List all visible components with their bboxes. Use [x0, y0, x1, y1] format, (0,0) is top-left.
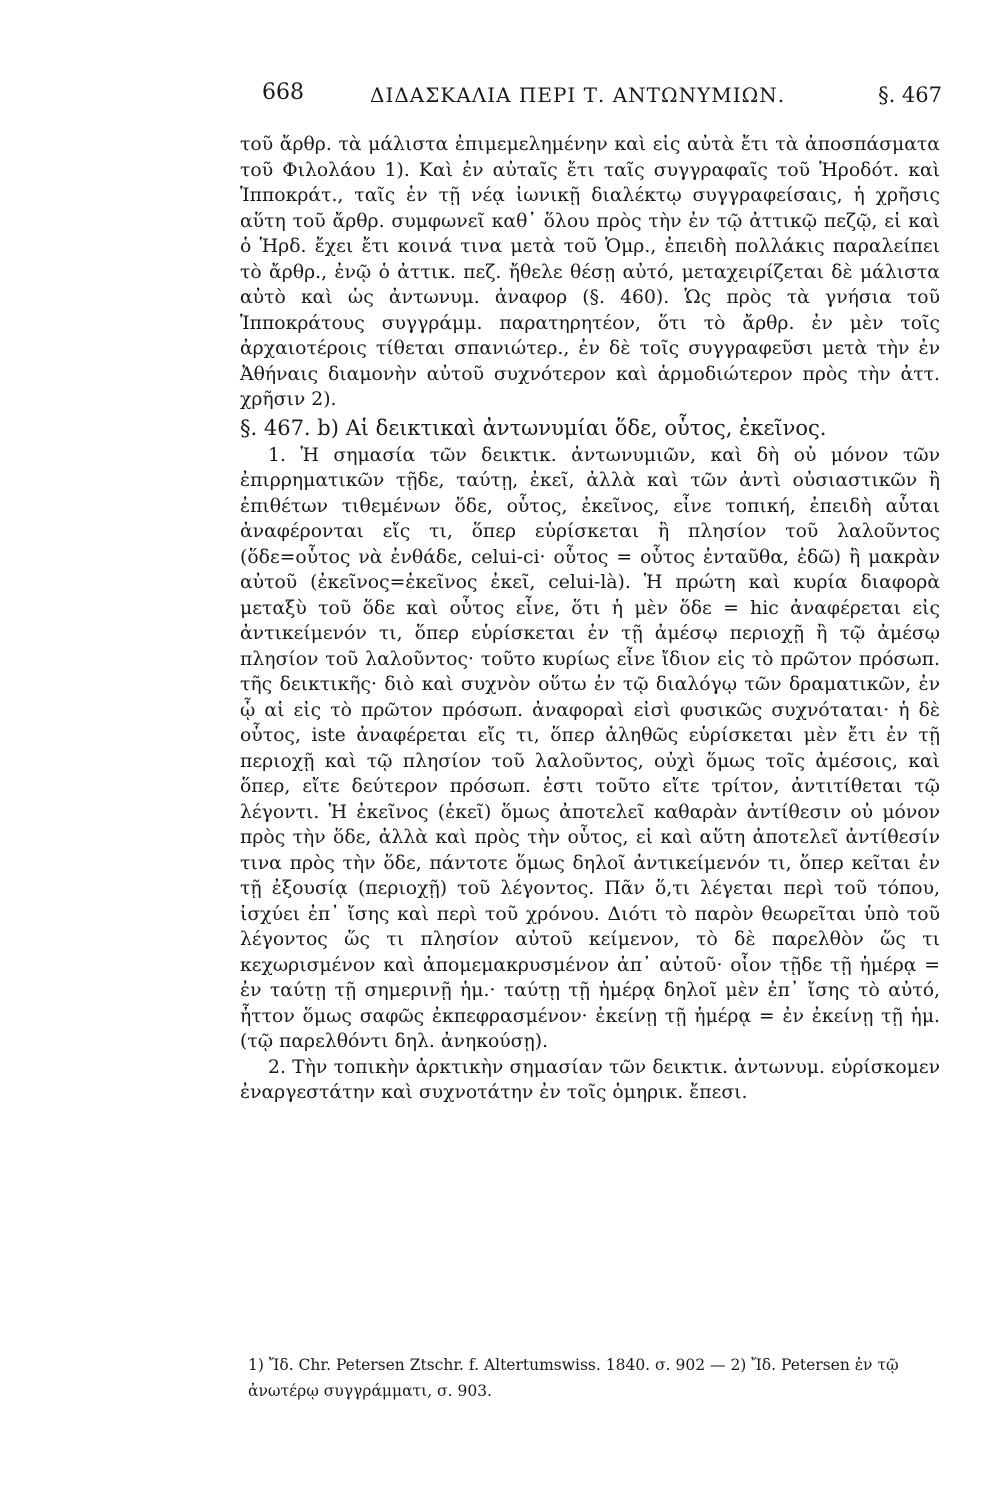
- footnote-dash: —: [710, 1356, 726, 1374]
- footnote-line-1: [248, 1352, 938, 1404]
- main-text: [240, 132, 940, 1106]
- section-heading: §. 467. b) Αἱ δεικτικαὶ ἀντωνυμίαι ὅδε, οὗτος, ἐκεῖνος.: [240, 415, 827, 440]
- paragraph-continued: τοῦ ἄρθρ. τὰ μάλιστα ἐπιμεμελημένην καὶ εἰς αὐτὰ ἔτι τὰ ἀποσπάσματα τοῦ Φιλολάου 1). Καὶ ἐν αὐταῖς ἔτι ταῖς συγγραφαῖς τοῦ Ἡροδότ. καὶ Ἱπποκράτ., ταῖς ἐν τῇ νέᾳ ἰωνικῇ διαλέκτῳ συγγραφείσαις, ἡ χρῆσις αὕτη τοῦ ἄρθρ. συμφωνεῖ καθ᾿ ὅλου πρὸς τὴν ἐν τῷ ἀττικῷ πεζῷ, εἰ καὶ ὁ Ἡρδ. ἔχει ἔτι κοινά τινα μετὰ τοῦ Ὁμρ., ἐπειδὴ πολλάκις παραλείπει τὸ ἄρθρ., ἐνῷ ὁ ἀττικ. πεζ. ἤθελε θέσῃ αὐτό, μεταχειρίζεται δὲ μάλιστα αὐτὸ καὶ ὡς ἀντωνυμ. ἀναφορ (§. 460). Ὡς πρὸς τὰ γνήσια τοῦ Ἱπποκράτους συγγράμμ. παρατηρητέον, ὅτι τὸ ἄρθρ. ἐν μὲν τοῖς ἀρχαιοτέροις τίθεται σπανιώτερ., ἐν δὲ τοῖς συγγραφεῦσι μετὰ τὴν ἐν Ἀθήναις διαμονὴν αὐτοῦ συχνότερον καὶ ἁρμοδιώτερον πρὸς τὴν ἀττ. χρῆσιν 2).: [240, 134, 940, 410]
- paragraph-2: 2. Τὴν τοπικὴν ἀρκτικὴν σημασίαν τῶν δεικτικ. ἀντωνυμ. εὑρίσκομεν ἐναργεστάτην καὶ συχνοτάτην ἐν τοῖς ὁμηρικ. ἔπεσι.: [240, 1056, 940, 1103]
- running-header: [262, 80, 942, 120]
- footnotes: [248, 1352, 938, 1404]
- footnote-1: 1) Ἴδ. Chr. Petersen Ztschr. f. Altertumswiss. 1840. σ. 902: [248, 1356, 706, 1374]
- footnote-2: 2) Ἴδ. Petersen ἐν τῷ ἀνωτέρῳ συγγράμματι, σ. 903.: [248, 1356, 899, 1400]
- page-number: 668: [262, 80, 304, 105]
- section-number: §. 467: [878, 83, 942, 107]
- running-title: ΔΙΔΑΣΚΑΛΙΑ ΠΕΡΙ Τ. ΑΝΤΩΝΥΜΙΩΝ.: [370, 83, 786, 107]
- paragraph-1: 1. Ἡ σημασία τῶν δεικτικ. ἀντωνυμιῶν, καὶ δὴ οὐ μόνον τῶν ἐπιρρηματικῶν τῇδε, ταύτῃ, ἐκεῖ, ἀλλὰ καὶ τῶν ἀντὶ οὐσιαστικῶν ἢ ἐπιθέτων τιθεμένων ὅδε, οὗτος, ἐκεῖνος, εἶνε τοπική, ἐπειδὴ αὗται ἀναφέρονται εἴς τι, ὅπερ εὑρίσκεται ἢ πλησίον τοῦ λαλοῦντος (ὅδε=οὗτος νὰ ἐνθάδε, celui-ci· οὗτος = οὗτος ἐνταῦθα, ἐδῶ) ἢ μακρὰν αὐτοῦ (ἐκεῖνος=ἐκεῖνος ἐκεῖ, celui-là). Ἡ πρώτη καὶ κυρία διαφορὰ μεταξὺ τοῦ ὅδε καὶ οὗτος εἶνε, ὅτι ἡ μὲν ὅδε = hic ἀναφέρεται εἰς ἀντικείμενόν τι, ὅπερ εὑρίσκεται ἐν τῇ ἀμέσῳ περιοχῇ ἢ τῷ ἀμέσῳ πλησίον τοῦ λαλοῦντος· τοῦτο κυρίως εἶνε ἴδιον εἰς τὸ πρῶτον πρόσωπ. τῆς δεικτικῆς· διὸ καὶ συχνὸν οὕτω ἐν τῷ διαλόγῳ τῶν δραματικῶν, ἐν ᾧ αἱ εἰς τὸ πρῶτον πρόσωπ. ἀναφοραὶ εἰσὶ φυσικῶς συχνόταται· ἡ δὲ οὗτος, iste ἀναφέρεται εἴς τι, ὅπερ ἀληθῶς εὑρίσκεται μὲν ἔτι ἐν τῇ περιοχῇ καὶ τῷ πλησίον τοῦ λαλοῦντος, οὐχὶ ὅμως τοῖς ἀμέσοις, καὶ ὅπερ, εἴτε δεύτερον πρόσωπ. ἐστι τοῦτο εἴτε τρίτον, ἀντιτίθεται τῷ λέγοντι. Ἡ ἐκεῖνος (ἐκεῖ) ὅμως ἀποτελεῖ καθαρὰν ἀντίθεσιν οὐ μόνον πρὸς τὴν ὅδε, ἀλλὰ καὶ πρὸς τὴν οὗτος, εἰ καὶ αὕτη ἀποτελεῖ ἀντίθεσίν τινα πρὸς τὴν ὅδε, πάντοτε ὅμως δηλοῖ ἀντικείμενόν τι, ὅπερ κεῖται ἐν τῇ ἐξουσίᾳ (περιοχῇ) τοῦ λέγοντος. Πᾶν ὅ,τι λέγεται περὶ τοῦ τόπου, ἰσχύει ἐπ᾿ ἴσης καὶ περὶ τοῦ χρόνου. Διότι τὸ παρὸν θεωρεῖται ὑπὸ τοῦ λέγοντος ὥς τι πλησίον αὐτοῦ κείμενον, τὸ δὲ παρελθὸν ὥς τι κεχωρισμένον καὶ ἀπομεμακρυσμένον ἀπ᾿ αὐτοῦ· οἷον τῇδε τῇ ἡμέρᾳ = ἐν ταύτῃ τῇ σημερινῇ ἡμ.· ταύτῃ τῇ ἡμέρᾳ δηλοῖ μὲν ἐπ᾿ ἴσης τὸ αὐτό, ἧττον ὅμως σαφῶς ἐκπεφρασμένον· ἐκείνῃ τῇ ἡμέρᾳ = ἐν ἐκείνῃ τῇ ἡμ. (τῷ παρελθόντι δηλ. ἀνηκούσῃ).: [240, 444, 940, 1052]
